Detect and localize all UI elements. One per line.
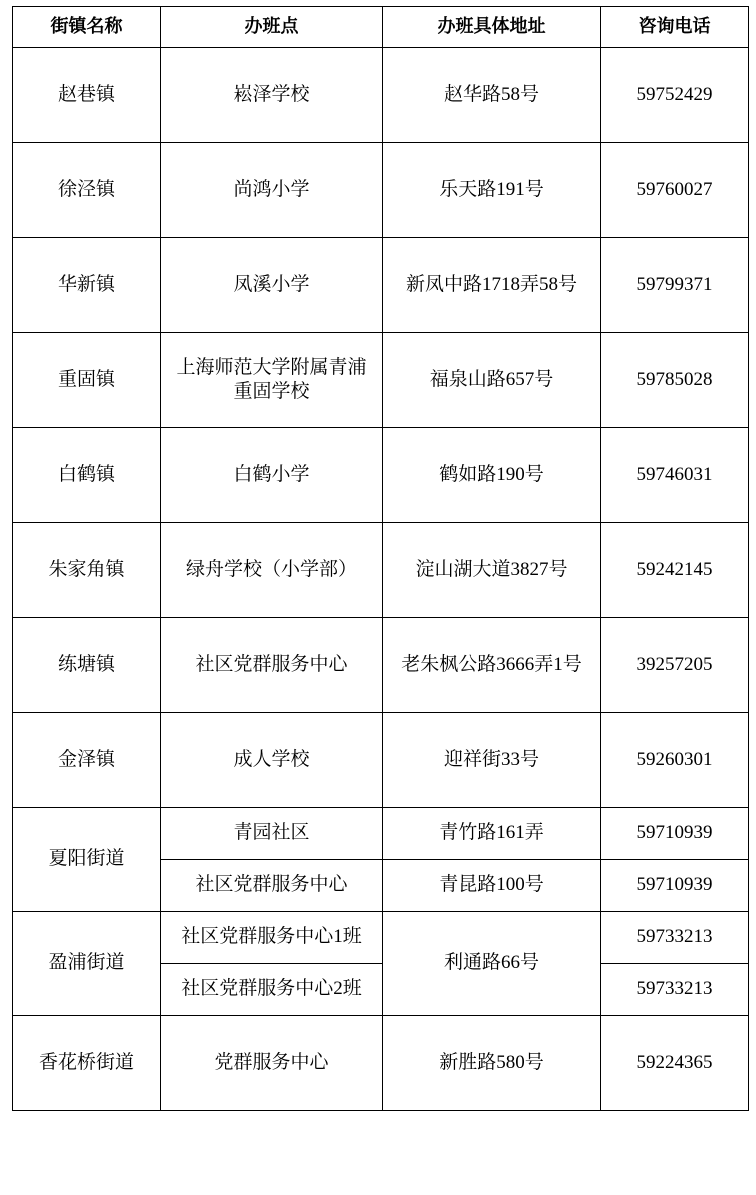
cell-town: 重固镇: [13, 333, 161, 428]
cell-town: 香花桥街道: [13, 1016, 161, 1111]
cell-phone: 59799371: [601, 238, 749, 333]
column-header-address: 办班具体地址: [383, 7, 601, 48]
cell-phone: 59785028: [601, 333, 749, 428]
cell-phone: 59733213: [601, 964, 749, 1016]
column-header-phone: 咨询电话: [601, 7, 749, 48]
column-header-site: 办班点: [161, 7, 383, 48]
table-row: [13, 912, 749, 964]
table-body: [13, 48, 749, 1111]
class-locations-table: [12, 6, 749, 1111]
cell-site-line2: 重固学校: [233, 381, 310, 402]
cell-phone: 59760027: [601, 143, 749, 238]
column-header-town: 街镇名称: [13, 7, 161, 48]
cell-address: 新胜路580号: [383, 1016, 601, 1111]
cell-town: 盈浦街道: [13, 912, 161, 1016]
header-row: [13, 7, 749, 48]
cell-town: 华新镇: [13, 238, 161, 333]
cell-site: 社区党群服务中心: [161, 860, 383, 912]
cell-site: 社区党群服务中心: [161, 618, 383, 713]
cell-address: 老朱枫公路3666弄1号: [383, 618, 601, 713]
cell-town: 练塘镇: [13, 618, 161, 713]
table-row: [13, 618, 749, 713]
table-row: [13, 238, 749, 333]
cell-town: 白鹤镇: [13, 428, 161, 523]
cell-site: 凤溪小学: [161, 238, 383, 333]
table-row: [13, 713, 749, 808]
cell-town: 金泽镇: [13, 713, 161, 808]
cell-address: 青昆路100号: [383, 860, 601, 912]
table-row: [13, 48, 749, 143]
cell-town: 朱家角镇: [13, 523, 161, 618]
cell-address: 新凤中路1718弄58号: [383, 238, 601, 333]
table-row: [13, 1016, 749, 1111]
cell-phone: 39257205: [601, 618, 749, 713]
table-header: [13, 7, 749, 48]
cell-address: 乐天路191号: [383, 143, 601, 238]
cell-site: 白鹤小学: [161, 428, 383, 523]
cell-site: 成人学校: [161, 713, 383, 808]
cell-phone: 59224365: [601, 1016, 749, 1111]
cell-site: 崧泽学校: [161, 48, 383, 143]
cell-address: 利通路66号: [383, 912, 601, 1016]
cell-site-line1: 上海师范大学附属青浦: [176, 356, 367, 378]
cell-site: 党群服务中心: [161, 1016, 383, 1111]
cell-phone: 59746031: [601, 428, 749, 523]
cell-address: 赵华路58号: [383, 48, 601, 143]
table-row: [13, 428, 749, 523]
cell-address: 迎祥街33号: [383, 713, 601, 808]
cell-site: 绿舟学校（小学部）: [161, 523, 383, 618]
cell-site: 尚鸿小学: [161, 143, 383, 238]
table-row: [13, 143, 749, 238]
cell-town: 赵巷镇: [13, 48, 161, 143]
cell-address: 福泉山路657号: [383, 333, 601, 428]
cell-phone: 59710939: [601, 860, 749, 912]
cell-site: 社区党群服务中心1班: [161, 912, 383, 964]
cell-phone: 59752429: [601, 48, 749, 143]
cell-town: 夏阳街道: [13, 808, 161, 912]
cell-site: 社区党群服务中心2班: [161, 964, 383, 1016]
cell-address: 淀山湖大道3827号: [383, 523, 601, 618]
cell-phone: 59710939: [601, 808, 749, 860]
cell-address: 鹤如路190号: [383, 428, 601, 523]
cell-phone: 59733213: [601, 912, 749, 964]
cell-phone: 59260301: [601, 713, 749, 808]
cell-phone: 59242145: [601, 523, 749, 618]
cell-site: [161, 333, 383, 428]
cell-site: 青园社区: [161, 808, 383, 860]
cell-address: 青竹路161弄: [383, 808, 601, 860]
table-row: [13, 523, 749, 618]
table-row: [13, 333, 749, 428]
table-row: [13, 808, 749, 860]
cell-town: 徐泾镇: [13, 143, 161, 238]
